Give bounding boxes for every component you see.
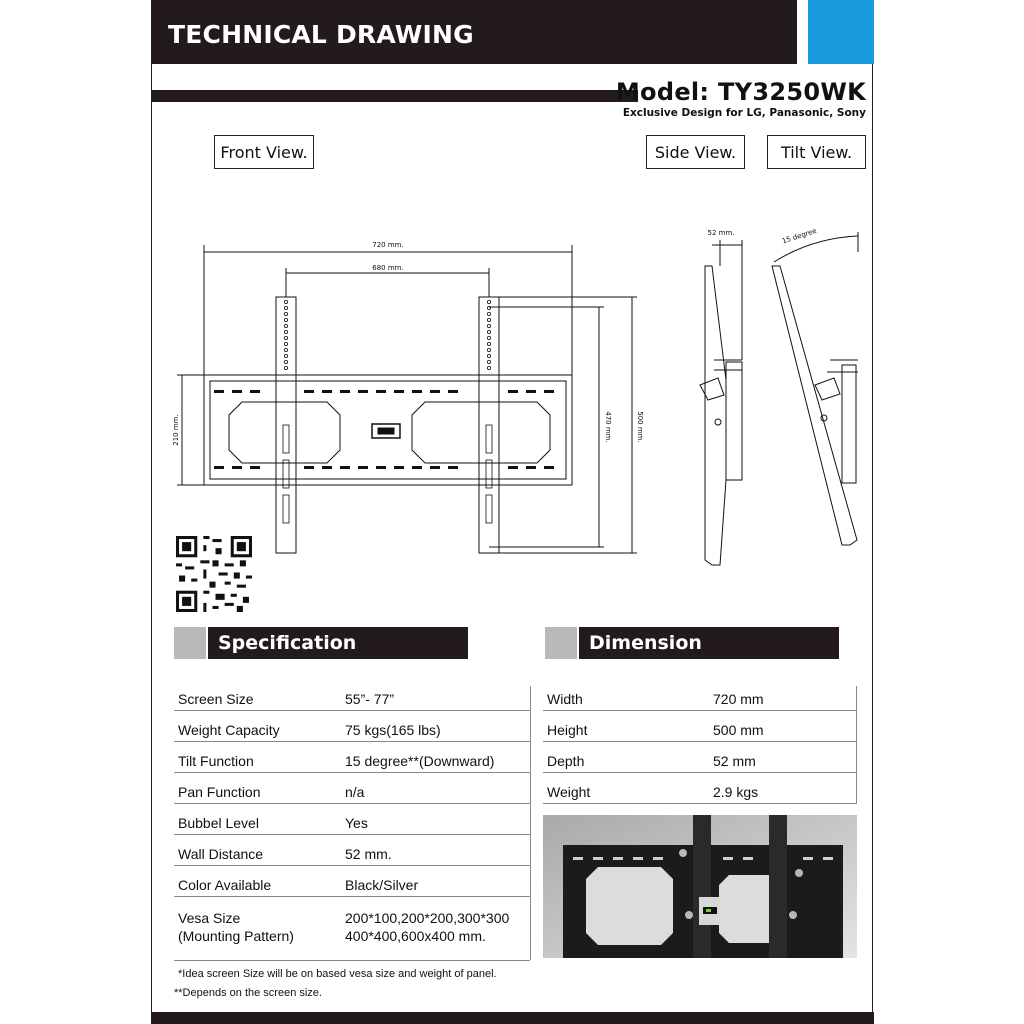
- table-divider: [530, 686, 531, 960]
- dim-470: 470 mm.: [604, 411, 612, 443]
- footnote-1: *Idea screen Size will be on based vesa size and weight of panel.: [178, 968, 497, 980]
- table-row: Tilt Function 15 degree**(Downward): [174, 742, 530, 773]
- tilt-profile: [772, 266, 857, 545]
- table-row: Wall Distance 52 mm.: [174, 835, 530, 866]
- product-photo: [543, 815, 857, 958]
- qr-code: [176, 536, 252, 612]
- table-row: Color Available Black/Silver: [174, 866, 530, 897]
- footnote-2: **Depends on the screen size.: [174, 987, 322, 999]
- table-row: Bubbel Level Yes: [174, 804, 530, 835]
- table-row: Depth 52 mm: [543, 742, 856, 773]
- spec-sheet: [151, 0, 873, 1024]
- tilt-view-label: Tilt View.: [767, 135, 866, 169]
- specification-title: Specification: [208, 627, 468, 659]
- dim-210: 210 mm.: [172, 414, 180, 446]
- technical-drawing: [152, 0, 874, 620]
- dimension-title: Dimension: [579, 627, 839, 659]
- dim-720: 720 mm.: [372, 241, 404, 249]
- table-divider: [856, 686, 857, 804]
- table-row: Pan Function n/a: [174, 773, 530, 804]
- dim-15-degree: 15 degree: [781, 226, 818, 246]
- dim-680: 680 mm.: [372, 264, 404, 272]
- arm-holes: [283, 300, 492, 523]
- product-photo-illustration: [543, 815, 857, 958]
- side-view-label: Side View.: [646, 135, 745, 169]
- specification-table: [174, 686, 530, 961]
- dim-500: 500 mm.: [636, 411, 644, 443]
- model-subtitle: Exclusive Design for LG, Panasonic, Sony: [622, 107, 866, 119]
- dim-52: 52 mm.: [707, 229, 735, 237]
- table-row: Height 500 mm: [543, 711, 856, 742]
- side-profile: [705, 266, 726, 565]
- left-cutout: [229, 402, 340, 463]
- specification-header: [174, 627, 468, 659]
- table-row: Weight Capacity 75 kgs(165 lbs): [174, 711, 530, 742]
- page-title: TECHNICAL DRAWING: [168, 20, 474, 49]
- right-cutout: [412, 402, 550, 463]
- dimension-header: [545, 627, 839, 659]
- model-name: Model: TY3250WK: [615, 78, 866, 106]
- table-row: Vesa Size (Mounting Pattern) 200*100,200*200,300*300 400*400,600x400 mm.: [174, 897, 530, 961]
- table-row: Screen Size 55”- 77”: [174, 686, 530, 711]
- footer-bar: [152, 1012, 874, 1024]
- dimension-table: [543, 686, 856, 804]
- front-view-label: Front View.: [214, 135, 314, 169]
- table-row: Width 720 mm: [543, 686, 856, 711]
- table-row: Weight 2.9 kgs: [543, 773, 856, 804]
